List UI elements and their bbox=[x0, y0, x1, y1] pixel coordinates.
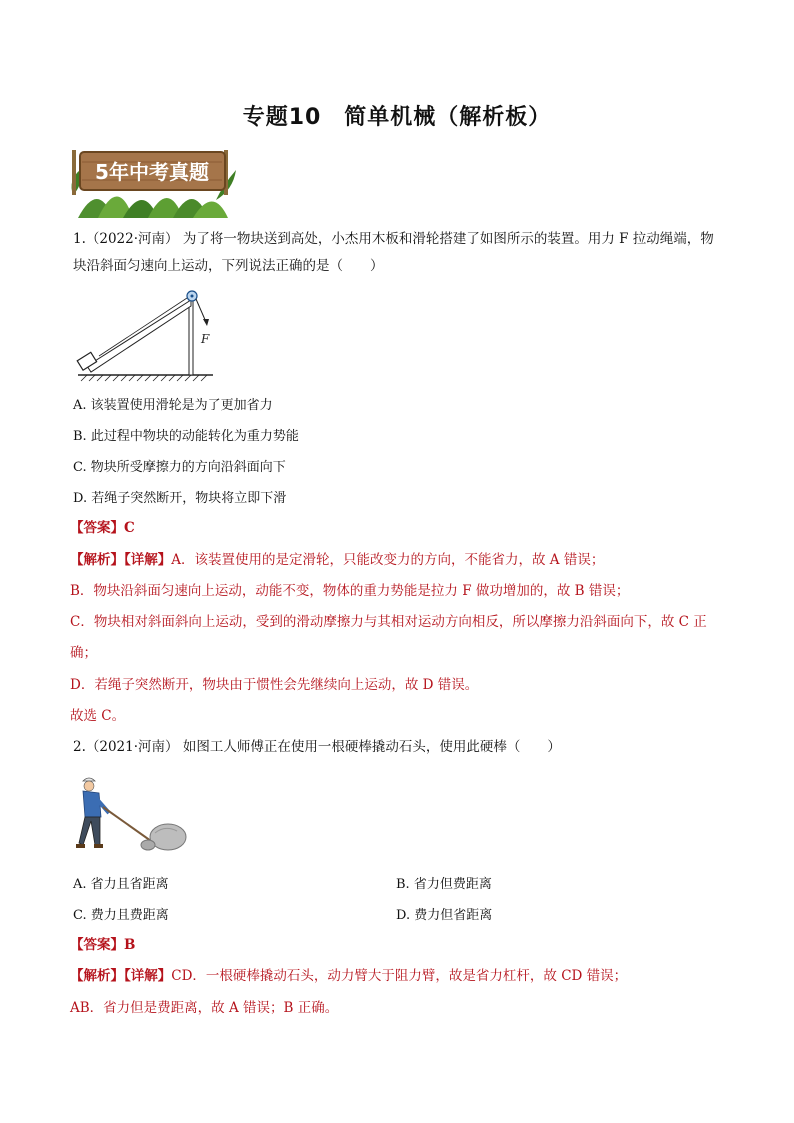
lever-rod bbox=[103, 807, 151, 841]
trousers bbox=[79, 817, 100, 845]
q2-worker-lever-figure bbox=[73, 775, 188, 855]
force-arrow bbox=[196, 299, 206, 322]
q2-analysis-2: AB．省力但是费距离，故 A 错误；B 正确。 bbox=[70, 1000, 339, 1016]
incline-board bbox=[87, 300, 191, 372]
ground-hatching bbox=[81, 375, 207, 381]
q2-option-d: D. 费力但省距离 bbox=[396, 908, 493, 923]
q2-answer: 【答案】B bbox=[70, 937, 136, 953]
q1-option-a: A. 该装置使用滑轮是为了更加省力 bbox=[73, 398, 273, 413]
q2-stem: 2.（2021·河南） 如图工人师傅正在使用一根硬棒撬动石头，使用此硬棒（ ） bbox=[73, 739, 561, 755]
head bbox=[84, 781, 94, 791]
banner-5-year-exam bbox=[68, 140, 238, 220]
q1-analysis-a bbox=[70, 547, 740, 573]
q1-stem-line2: 块沿斜面匀速向上运动，下列说法正确的是（ ） bbox=[73, 258, 384, 274]
q1-incline-pulley-figure bbox=[73, 286, 218, 384]
shirt bbox=[83, 791, 101, 817]
q1-option-d: D. 若绳子突然断开，物块将立即下滑 bbox=[73, 491, 287, 506]
q1-analysis-head: 【解析】【详解】 bbox=[70, 552, 172, 568]
q2-analysis-1 bbox=[70, 963, 740, 989]
q1-analysis-c1: C．物块相对斜面斜向上运动，受到的滑动摩擦力与其相对运动方向相反，所以摩擦力沿斜面向下，故 C 正 bbox=[70, 614, 707, 630]
page-title: 专题10 简单机械（解析板） bbox=[242, 105, 552, 130]
q1-answer: 【答案】C bbox=[70, 520, 135, 536]
q2-option-a: A. 省力且省距离 bbox=[73, 877, 169, 892]
q2-analysis-1-text: CD．一根硬棒撬动石头，动力臂大于阻力臂，故是省力杠杆，故 CD 错误； bbox=[171, 968, 628, 984]
q1-analysis-c2: 确； bbox=[70, 645, 97, 661]
q1-stem-line1: 1.（2022·河南） 为了将一物块送到高处，小杰用木板和滑轮搭建了如图所示的装置。用力 F 拉动绳端，物 bbox=[73, 231, 714, 247]
rope bbox=[99, 298, 187, 356]
fulcrum-stone bbox=[141, 840, 155, 850]
stone bbox=[150, 824, 186, 850]
q1-analysis-d: D．若绳子突然断开，物块由于惯性会先继续向上运动，故 D 错误。 bbox=[70, 677, 479, 693]
q1-analysis-b: B．物块沿斜面匀速向上运动，动能不变，物体的重力势能是拉力 F 做功增加的，故 B 错误； bbox=[70, 583, 630, 599]
vertical-post bbox=[189, 300, 193, 375]
q2-option-c: C. 费力且费距离 bbox=[73, 908, 169, 923]
q1-option-b: B. 此过程中物块的动能转化为重力势能 bbox=[73, 429, 299, 444]
force-label: F bbox=[201, 332, 210, 346]
q1-analysis-a-text: A．该装置使用的是定滑轮，只能改变力的方向，不能省力，故 A 错误； bbox=[171, 552, 605, 568]
q2-option-b: B. 省力但费距离 bbox=[396, 877, 492, 892]
q1-conclusion: 故选 C。 bbox=[70, 708, 126, 724]
q1-option-c: C. 物块所受摩擦力的方向沿斜面向下 bbox=[73, 460, 286, 475]
q2-analysis-head: 【解析】【详解】 bbox=[70, 968, 172, 984]
banner-text: 5年中考真题 bbox=[95, 160, 209, 184]
hard-hat bbox=[83, 778, 95, 781]
